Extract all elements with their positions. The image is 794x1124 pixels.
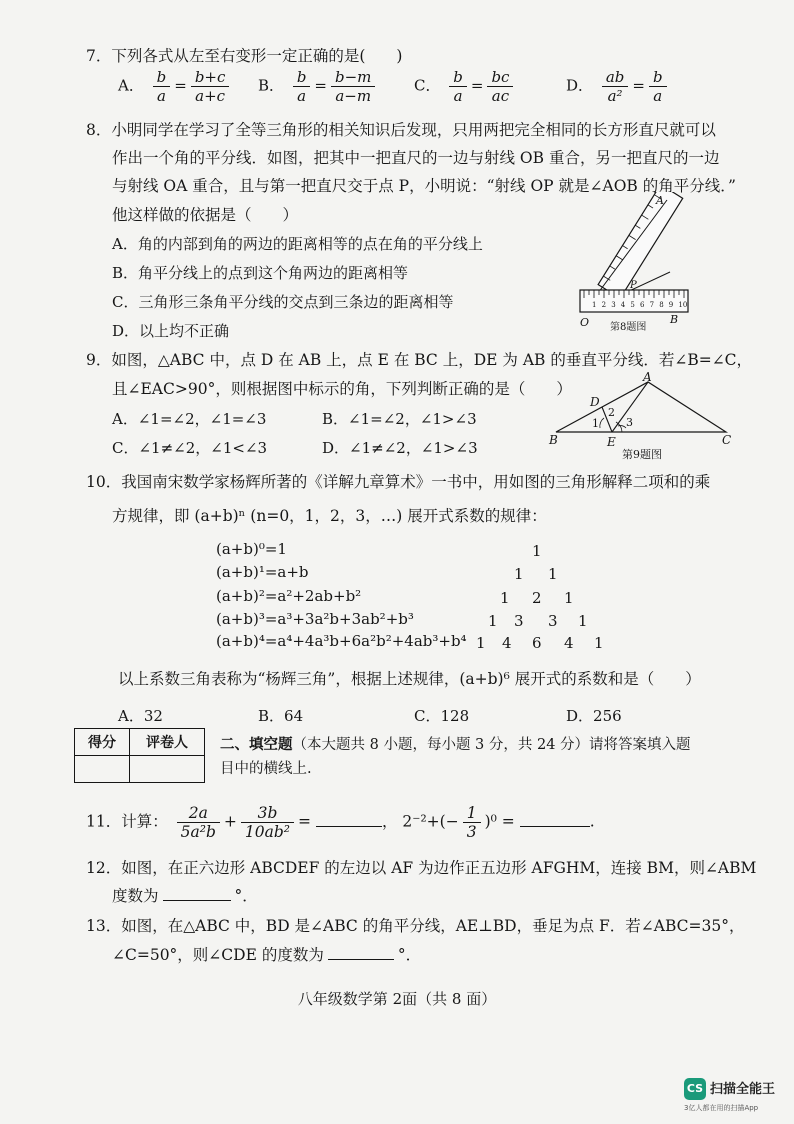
q13-answer-blank[interactable] [328, 945, 394, 960]
q11-prefix: 11．计算： [86, 812, 168, 831]
q13-line-1: 13．如图，在△ABC 中，BD 是∠ABC 的角平分线，AE⊥BD，垂足为点 F．若∠ABC=35°， [86, 917, 745, 935]
q13-line-2: ∠C=50°，则∠CDE 的度数为 °． [112, 946, 422, 964]
q10-expansion-3: (a+b)³=a³+3a²b+3ab²+b³ [216, 610, 414, 628]
q7-option-c: C． $\frac{b}{a}$ = $\frac{bc}{ac}$ [414, 68, 517, 105]
ruler-number: 5 [630, 301, 635, 309]
q9-angle-2: 2 [608, 406, 615, 419]
q9-line-2: 且∠EAC>90°，则根据图中标示的角，下列判断正确的是（ ） [112, 380, 572, 398]
q10-option-c: C．128 [414, 707, 470, 725]
grader-cell [130, 756, 205, 783]
q11-line: 11．计算： $\frac{2a}{\text{5a²b}}$ + $\frac{3b}{\text{10ab²}}$ = ， 2⁻²+(− $\frac{1}{3}$ )⁰ = . [86, 804, 595, 841]
q8-figure-rulers [572, 192, 702, 338]
q8-option-b: B．角平分线上的点到这个角两边的距离相等 [112, 264, 409, 282]
q12-answer-blank[interactable] [163, 886, 231, 901]
triangle-coef: 3 [548, 612, 558, 630]
q12-line-2: 度数为 °． [112, 887, 258, 905]
q10-expansion-2: (a+b)²=a²+2ab+b² [216, 587, 362, 605]
q11-frac-2: $\frac{3b}{\text{10ab²}}$ [241, 804, 294, 841]
score-table [74, 728, 205, 783]
triangle-coef: 1 [594, 634, 604, 652]
q11-frac-3: $\frac{1}{3}$ [463, 804, 481, 841]
q7-stem: 7．下列各式从左至右变形一定正确的是( ) [86, 47, 403, 65]
q8-label-a: A [656, 194, 664, 207]
triangle-coef: 1 [564, 589, 574, 607]
q9-label-b: B [549, 433, 558, 447]
q9-angle-1: 1 [592, 417, 599, 430]
section2-desc-2: 目中的横线上. [220, 761, 312, 777]
q9-option-b: B．∠1=∠2，∠1>∠3 [322, 410, 477, 428]
q9-label-d: D [590, 395, 600, 409]
ruler-number: 4 [620, 301, 626, 309]
ruler-number: 6 [640, 301, 645, 309]
triangle-coef: 4 [502, 634, 512, 652]
q8-figure-caption: 第8题图 [610, 322, 647, 333]
ruler-number: 10 [678, 301, 688, 309]
q8-option-a: A．角的内部到角的两边的距离相等的点在角的平分线上 [112, 235, 483, 253]
triangle-coef: 1 [514, 565, 524, 583]
q8-line-1: 8．小明同学在学习了全等三角形的相关知识后发现，只用两把完全相同的长方形直尺就可以 [86, 121, 716, 139]
q11-answer-blank-2[interactable] [520, 812, 590, 827]
q9-label-a: A [643, 370, 652, 384]
triangle-coef: 1 [500, 589, 510, 607]
q9-line-1: 9．如图，△ABC 中，点 D 在 AB 上，点 E 在 BC 上，DE 为 AB 的垂直平分线．若∠B=∠C， [86, 351, 753, 369]
q9-label-c: C [722, 433, 732, 447]
score-cell [75, 756, 130, 783]
q11-answer-blank-1[interactable] [316, 812, 382, 827]
q7-option-d: D． $\frac{ab}{\text{a²}}$ = $\frac{b}{a}$ [566, 68, 671, 105]
camscanner-logo: CS [684, 1078, 706, 1100]
triangle-coef: 2 [532, 589, 542, 607]
q12-line-1: 12．如图，在正六边形 ABCDEF 的左边以 AF 为边作正五边形 AFGHM，连接 BM，则∠ABM [86, 859, 757, 877]
q8-option-c: C．三角形三条角平分线的交点到三条边的距离相等 [112, 293, 454, 311]
q8-line-2: 作出一个角的平分线．如图，把其中一把直尺的一边与射线 OB 重合，另一把直尺的一边 [112, 149, 720, 167]
q8-line-3: 与射线 OA 重合，且与第一把直尺交于点 P，小明说：“射线 OP 就是∠AOB 的角平分线．” [112, 177, 736, 195]
ruler-number: 9 [668, 301, 674, 309]
ruler-number: 3 [611, 301, 616, 309]
triangle-coef: 1 [548, 565, 558, 583]
triangle-coef: 1 [476, 634, 486, 652]
triangle-coef: 1 [532, 542, 542, 560]
q10-option-d: D．256 [566, 707, 622, 725]
page-footer: 八年级数学第 2面（共 8 面） [297, 990, 497, 1008]
q11-frac-1: $\frac{2a}{\text{5a²b}}$ [177, 804, 220, 841]
section2-desc: （本大题共 8 小题，每小题 3 分，共 24 分）请将答案填入题 [292, 737, 691, 753]
q7-option-b: B． $\frac{b}{a}$ = $\frac{b-m}{a-m}$ [258, 68, 379, 105]
section2-heading [220, 733, 691, 754]
q10-line-1: 10．我国南宋数学家杨辉所著的《详解九章算术》一书中，用如图的三角形解释二项和的乘 [86, 473, 711, 491]
ruler-number: 8 [659, 301, 664, 309]
q10-expansion-0: (a+b)⁰=1 [216, 540, 287, 558]
q8-label-p: P [630, 280, 637, 291]
q10-line-2: 方规律，即 (a+b)ⁿ (n=0，1，2，3，…) 展开式系数的规律： [112, 507, 547, 525]
triangle-coef: 3 [514, 612, 524, 630]
q8-label-o: O [580, 316, 590, 329]
ruler-number: 2 [601, 301, 607, 309]
q10-option-a: A．32 [118, 707, 163, 725]
q10-expansion-1: (a+b)¹=a+b [216, 563, 309, 581]
q9-option-a: A．∠1=∠2，∠1=∠3 [112, 410, 267, 428]
triangle-coef: 1 [578, 612, 588, 630]
q8-line-4: 他这样做的依据是（ ） [112, 206, 299, 224]
ruler-number: 1 [592, 301, 597, 309]
q9-label-e: E [607, 435, 616, 449]
grader-label: 评卷人 [130, 729, 205, 756]
camscanner-name: 扫描全能王 [710, 1082, 776, 1097]
q9-option-c: C．∠1≠∠2，∠1<∠3 [112, 439, 268, 457]
q8-label-b: B [670, 313, 679, 326]
q10-expansion-4: (a+b)⁴=a⁴+4a³b+6a²b²+4ab³+b⁴ [216, 632, 467, 650]
camscanner-tagline: 3亿人都在用的扫描App [684, 1104, 759, 1112]
q7-option-a: A． $\frac{b}{a}$ = $\frac{b+c}{a+c}$ [118, 68, 233, 105]
ruler-number: 7 [649, 301, 655, 309]
q10-question: 以上系数三角表称为“杨辉三角”，根据上述规律，(a+b)⁶ 展开式的系数和是（ ） [118, 670, 701, 688]
section2-title: 二、填空题 [220, 736, 293, 753]
triangle-coef: 1 [488, 612, 498, 630]
score-label: 得分 [75, 729, 130, 756]
q9-figure-caption: 第9题图 [622, 448, 662, 461]
q9-angle-3: 3 [626, 416, 633, 429]
q10-option-b: B．64 [258, 707, 304, 725]
q9-option-d: D．∠1≠∠2，∠1>∠3 [322, 439, 478, 457]
triangle-coef: 6 [532, 634, 542, 652]
q9-figure-triangle [546, 370, 746, 462]
q8-option-d: D．以上均不正确 [112, 322, 230, 340]
triangle-coef: 4 [564, 634, 574, 652]
